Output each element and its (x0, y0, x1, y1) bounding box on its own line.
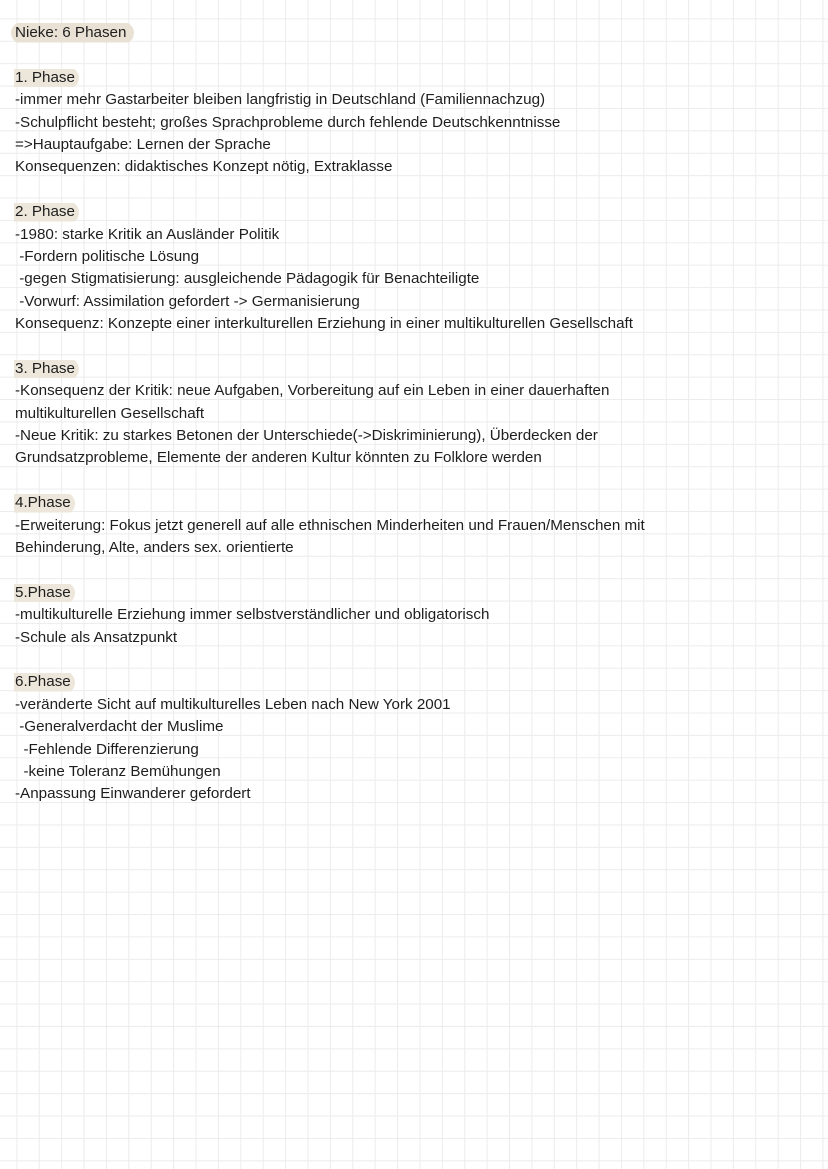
text-line: -Schulpflicht besteht; großes Sprachprobleme durch fehlende Deutschkenntnisse (15, 113, 561, 131)
text-line: -1980: starke Kritik an Ausländer Politik (15, 225, 280, 243)
section-heading: 4.Phase (14, 492, 75, 514)
text-line: -keine Toleranz Bemühungen (15, 762, 221, 780)
text-line: -immer mehr Gastarbeiter bleiben langfristig in Deutschland (Familiennachzug) (15, 91, 546, 109)
text-line: -gegen Stigmatisierung: ausgleichende Pädagogik für Benachteiligte (15, 270, 480, 288)
text-line: -Schule als Ansatzpunkt (15, 628, 178, 646)
text-line: Grundsatzprobleme, Elemente der anderen Kultur könnten zu Folklore werden (15, 449, 542, 467)
text-line: -Fordern politische Lösung (15, 247, 200, 265)
section-phase-3 (15, 358, 828, 470)
section-heading: 5.Phase (14, 582, 75, 604)
text-line: multikulturellen Gesellschaft (15, 404, 205, 422)
section-heading: 1. Phase (14, 67, 79, 89)
section-phase-2 (15, 201, 828, 335)
text-line: -veränderte Sicht auf multikulturelles Leben nach New York 2001 (15, 695, 451, 713)
text-line: -Fehlende Differenzierung (15, 740, 199, 758)
text-line: Konsequenz: Konzepte einer interkulturellen Erziehung in einer multikulturellen Gesellschaft (15, 315, 633, 333)
section-heading: 6.Phase (14, 671, 75, 693)
text-line: -Generalverdacht der Muslime (15, 718, 224, 736)
section-phase-1 (15, 67, 828, 179)
section-phase-4 (15, 492, 828, 559)
text-line: -multikulturelle Erziehung immer selbstverständlicher und obligatorisch (15, 606, 490, 624)
section-phase-6 (15, 671, 828, 805)
text-line: Konsequenzen: didaktisches Konzept nötig, Extraklasse (15, 158, 393, 176)
text-line: -Neue Kritik: zu starkes Betonen der Unterschiede(->Diskriminierung), Überdecken der (15, 427, 598, 445)
title-line (15, 22, 828, 44)
text-line: -Anpassung Einwanderer gefordert (15, 785, 251, 803)
text-line: =>Hauptaufgabe: Lernen der Sprache (15, 135, 271, 153)
section-phase-5 (15, 582, 828, 649)
text-line: -Erweiterung: Fokus jetzt generell auf alle ethnischen Minderheiten und Frauen/Menschen mit (15, 516, 645, 534)
page-title: Nieke: 6 Phasen (11, 22, 134, 44)
text-line: -Konsequenz der Kritik: neue Aufgaben, Vorbereitung auf ein Leben in einer dauerhaften (15, 382, 610, 400)
section-heading: 2. Phase (14, 201, 79, 223)
text-line: -Vorwurf: Assimilation gefordert -> Germanisierung (15, 292, 360, 310)
text-line: Behinderung, Alte, anders sex. orientierte (15, 538, 294, 556)
section-heading: 3. Phase (14, 358, 79, 380)
